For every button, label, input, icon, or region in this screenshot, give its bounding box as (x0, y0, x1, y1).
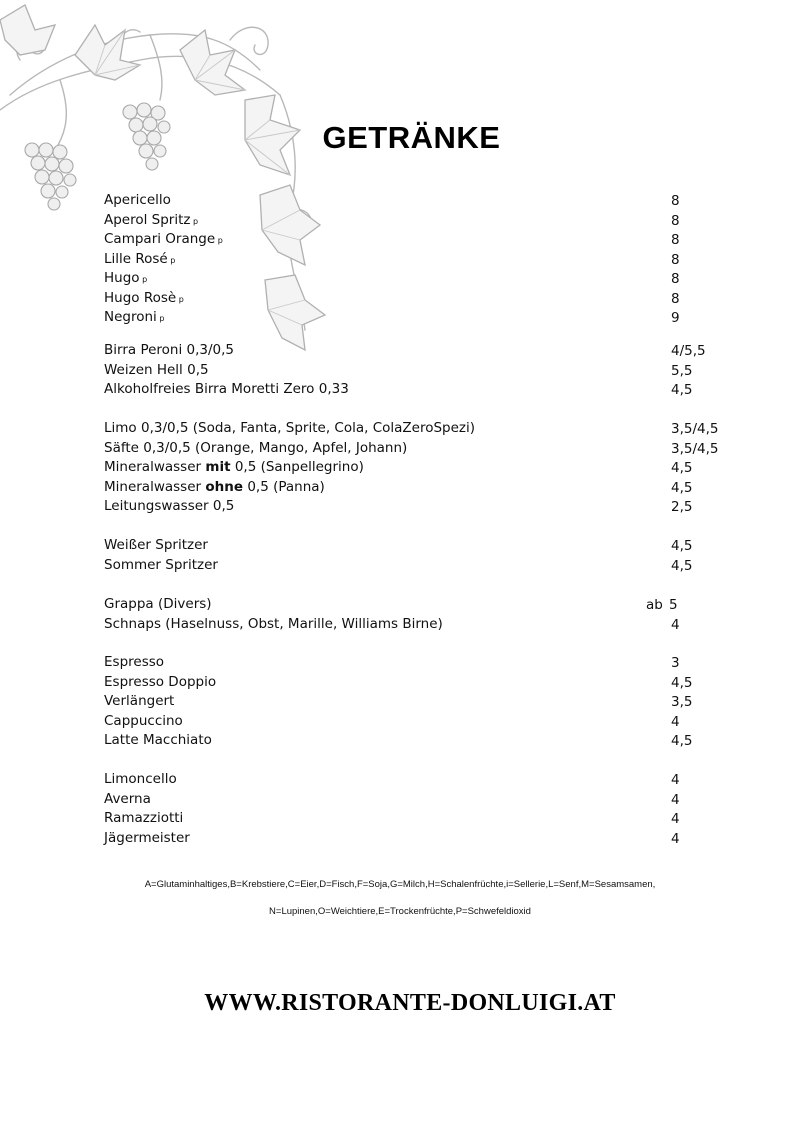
menu-item-name: Birra Peroni 0,3/0,5 (104, 342, 235, 358)
menu-item-price: 4 (671, 791, 680, 808)
menu-item-price: 4 (671, 811, 680, 827)
allergen-mark: p (176, 294, 184, 304)
menu-item-name: Jägermeister (104, 829, 190, 846)
allergen-legend-line-2: N=Lupinen,O=Weichtiere,E=Trockenfrüchte,P=Schwefeldioxid (269, 906, 531, 917)
menu-item-price: 3,5/4,5 (671, 440, 719, 457)
allergen-legend-line-1: A=Glutaminhaltiges,B=Krebstiere,C=Eier,D=Fisch,F=Soja,G=Milch,H=Schalenfrüchte,i=Sellerie,L=Senf,M=Sesamsamen, (144, 879, 656, 890)
menu-item-name: Mineralwasser mit 0,5 (Sanpellegrino) (104, 459, 364, 475)
menu-item-name: Weizen Hell 0,5 (104, 361, 209, 378)
menu-item-price: 5,5 (671, 362, 693, 379)
menu-item-name: Limo 0,3/0,5 (Soda, Fanta, Sprite, Cola, ColaZeroSpezi) (104, 420, 476, 436)
menu-item-name: Apericello (104, 192, 171, 208)
menu-item-name: Espresso Doppio (104, 673, 217, 690)
menu-item-name: Schnaps (Haselnuss, Obst, Marille, Williams Birne) (104, 615, 443, 632)
menu-item-price: 2,5 (671, 499, 693, 515)
menu-item-price: 4,5 (671, 733, 693, 749)
menu-item-name: Averna (104, 790, 151, 807)
menu-item-name: Alkoholfreies Birra Moretti Zero 0,33 (104, 381, 349, 397)
menu-item-price: 3,5/4,5 (671, 421, 719, 437)
menu-item-name: Latte Macchiato (104, 732, 212, 748)
website-url: WWW.RISTORANTE-DONLUIGI.AT (204, 990, 616, 1016)
menu-item-name: Ramazziotti (104, 810, 184, 826)
menu-item-price: 4 (671, 772, 680, 788)
menu-item-name: Aperol Spritz p (104, 211, 199, 228)
menu-item-name: Hugo Rosè p (104, 289, 184, 306)
page-title: GETRÄNKE (322, 120, 501, 155)
menu-item-price: 3 (671, 655, 680, 671)
menu-item-price: 4/5,5 (671, 343, 706, 359)
menu-item-name: Weißer Spritzer (104, 537, 208, 553)
menu-item-price: 4 (671, 616, 680, 633)
allergen-mark: p (139, 275, 148, 284)
menu-item-price: 4,5 (671, 382, 693, 398)
menu-item-price: 4,5 (671, 557, 693, 574)
menu-item-price: 4,5 (671, 538, 693, 554)
menu-item-price: 5 (669, 597, 678, 613)
menu-item-price: 4 (671, 713, 680, 730)
menu-item-name: Lille Rosé p (104, 250, 176, 267)
menu-item-name: Negroni p (104, 309, 165, 325)
menu-item-price: 4,5 (671, 479, 693, 496)
menu-item-price: 8 (671, 290, 680, 307)
menu-item-name: Säfte 0,3/0,5 (Orange, Mango, Apfel, Johann) (104, 439, 408, 456)
menu-item-price: 4 (671, 830, 680, 847)
menu-item-name: Sommer Spritzer (104, 556, 218, 573)
menu-item-name: Grappa (Divers) (104, 596, 212, 612)
menu-item-price: 4,5 (671, 460, 693, 476)
menu-item-name: Espresso (104, 654, 165, 670)
menu-item-price: 8 (671, 193, 680, 209)
menu-item-price: 4,5 (671, 674, 693, 691)
menu-item-price: 8 (671, 271, 680, 287)
menu-item-price: 8 (671, 232, 680, 248)
menu-item-price: 3,5 (671, 694, 693, 710)
menu-item-name: Mineralwasser ohne 0,5 (Panna) (104, 478, 325, 495)
menu-item-name: Hugo p (104, 270, 148, 286)
allergen-mark: p (190, 216, 199, 226)
allergen-mark: p (156, 314, 165, 323)
menu-item-price: 8 (671, 251, 680, 268)
menu-item-name: Cappuccino (104, 712, 183, 729)
menu-item-name: Leitungswasser 0,5 (104, 498, 235, 514)
allergen-mark: p (167, 255, 176, 265)
menu-item-name: Verlängert (104, 693, 175, 709)
price-prefix: ab (646, 597, 663, 613)
menu-item-price: 9 (671, 310, 680, 326)
allergen-mark: p (215, 236, 223, 245)
menu-item-name: Campari Orange p (104, 231, 223, 247)
menu-item-price: 8 (671, 212, 680, 229)
menu-item-name: Limoncello (104, 771, 177, 787)
